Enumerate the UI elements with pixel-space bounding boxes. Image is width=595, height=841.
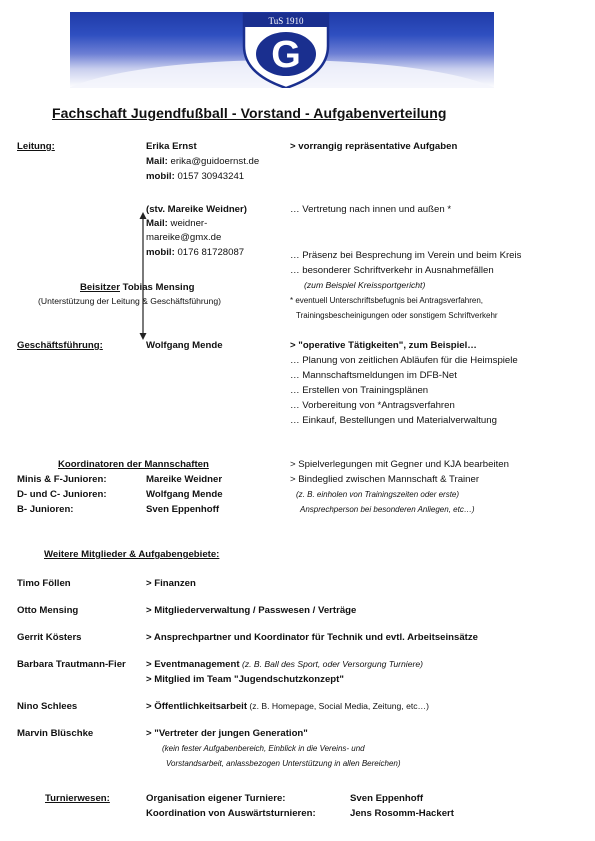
gerrit-name: Gerrit Kösters <box>17 632 82 643</box>
barbara-name: Barbara Trautmann-Fier <box>17 659 126 670</box>
koord-task-0: > Spielverlegungen mit Gegner und KJA bearbeiten <box>290 459 509 470</box>
stv-task-3: … besonderer Schriftverkehr in Ausnahmefällen <box>290 265 494 276</box>
gf-task-4: … Vorbereitung von *Antragsverfahren <box>290 400 455 411</box>
gf-task-5: … Einkauf, Bestellungen und Materialverwaltung <box>290 415 497 426</box>
stv-mail-part-2: mareike@gmx.de <box>146 232 222 243</box>
gf-task-3: … Erstellen von Trainingsplänen <box>290 385 429 396</box>
stv-note-2: Trainingsbescheinigungen oder sonstigem Schriftverkehr <box>296 311 498 320</box>
turnier-label: Turnierwesen: <box>45 793 110 804</box>
koord-team-1: D- und C- Junioren: <box>17 489 107 500</box>
gf-task-0: > "operative Tätigkeiten", zum Beispiel… <box>290 340 477 351</box>
koord-heading: Koordinatoren der Mannschaften <box>58 459 209 470</box>
nino-name: Nino Schlees <box>17 701 78 712</box>
stv-task-2: … Präsenz bei Besprechung im Verein und beim Kreis <box>290 250 522 261</box>
gf-label: Geschäftsführung: <box>17 340 103 351</box>
mobil-label: mobil: <box>146 171 175 182</box>
gf-task-2: … Mannschaftsmeldungen im DFB-Net <box>290 370 457 381</box>
turnier-row-1-name: Sven Eppenhoff <box>350 793 424 804</box>
marvin-note-1: (kein fester Aufgabenbereich, Einblick in die Vereins- und <box>162 744 365 753</box>
turnier-row-2-label: Koordination von Auswärtsturnieren: <box>146 808 316 819</box>
club-crest-logo <box>238 12 334 88</box>
marvin-note-2: Vorstandsarbeit, anlassbezogen Unterstützung in allen Bereichen) <box>166 759 401 768</box>
barbara-task-1-line <box>146 659 423 671</box>
marvin-task: > "Vertreter der jungen Generation" <box>146 728 308 739</box>
koord-name-2: Sven Eppenhoff <box>146 504 220 515</box>
timo-name: Timo Föllen <box>17 578 71 589</box>
nino-task: > Öffentlichkeitsarbeit <box>146 701 248 712</box>
leitung-name: Erika Ernst <box>146 141 197 152</box>
nino-task-note: (z. B. Homepage, Social Media, Zeitung, etc…) <box>247 701 430 711</box>
leitung-mobil: 0157 30943241 <box>174 171 245 182</box>
stv-task-1: … Vertretung nach innen und außen * <box>290 204 452 215</box>
mail-label: Mail: <box>146 218 168 229</box>
nino-task-line <box>146 701 429 713</box>
leitung-mail: erika@guidoernst.de <box>167 156 260 167</box>
koord-name-1: Wolfgang Mende <box>146 489 223 500</box>
barbara-task-2: > Mitglied im Team "Jugendschutzkonzept" <box>146 674 344 685</box>
leitung-mobil-line <box>146 171 244 183</box>
stv-task-4: (zum Beispiel Kreissportgericht) <box>304 280 426 290</box>
weitere-heading: Weitere Mitglieder & Aufgabengebiete: <box>44 549 220 560</box>
leitung-mail-line <box>146 156 259 168</box>
koord-team-2: B- Junioren: <box>17 504 74 515</box>
club-banner <box>70 12 494 88</box>
beisitzer-desc: (Unterstützung der Leitung & Geschäftsführung) <box>38 296 221 306</box>
gf-name: Wolfgang Mende <box>146 340 223 351</box>
barbara-task-1-note: (z. B. Ball des Sport, oder Versorgung Turniere) <box>239 659 423 669</box>
koord-name-0: Mareike Weidner <box>146 474 223 485</box>
crest-letter: G <box>271 34 301 76</box>
mail-label: Mail: <box>146 156 168 167</box>
otto-name: Otto Mensing <box>17 605 79 616</box>
stv-name: (stv. Mareike Weidner) <box>146 204 247 215</box>
turnier-row-2-name: Jens Rosomm-Hackert <box>350 808 454 819</box>
koord-task-1: > Bindeglied zwischen Mannschaft & Trainer <box>290 474 480 485</box>
stv-mail-part-1: weidner- <box>167 218 208 229</box>
stv-mobil: 0176 81728087 <box>174 247 245 258</box>
beisitzer-name: Tobias Mensing <box>120 282 195 293</box>
mobil-label: mobil: <box>146 247 175 258</box>
page-title: Fachschaft Jugendfußball - Vorstand - Aufgabenverteilung <box>52 105 447 121</box>
beisitzer-line <box>80 282 194 294</box>
leitung-label: Leitung: <box>17 141 55 152</box>
stv-mail-line <box>146 218 207 230</box>
otto-task: > Mitgliederverwaltung / Passwesen / Verträge <box>146 605 357 616</box>
stv-mobil-line <box>146 247 244 259</box>
leitung-task: > vorrangig repräsentative Aufgaben <box>290 141 458 152</box>
timo-task: > Finanzen <box>146 578 196 589</box>
crest-text: TuS 1910 <box>268 16 304 26</box>
koord-note-0: (z. B. einholen von Trainingszeiten oder erste) <box>296 490 460 499</box>
gerrit-task: > Ansprechpartner und Koordinator für Technik und evtl. Arbeitseinsätze <box>146 632 479 643</box>
turnier-row-1-label: Organisation eigener Turniere: <box>146 793 286 804</box>
barbara-task-1: > Eventmanagement <box>146 659 240 670</box>
koord-team-0: Minis & F-Junioren: <box>17 474 107 485</box>
marvin-name: Marvin Blüschke <box>17 728 94 739</box>
gf-task-1: … Planung von zeitlichen Abläufen für die Heimspiele <box>290 355 518 366</box>
koord-note-1: Ansprechperson bei besonderen Anliegen, etc…) <box>300 505 475 514</box>
stv-note-1: * eventuell Unterschriftsbefugnis bei Antragsverfahren, <box>290 296 483 305</box>
beisitzer-label: Beisitzer <box>80 282 120 293</box>
double-arrow-icon <box>137 212 149 340</box>
